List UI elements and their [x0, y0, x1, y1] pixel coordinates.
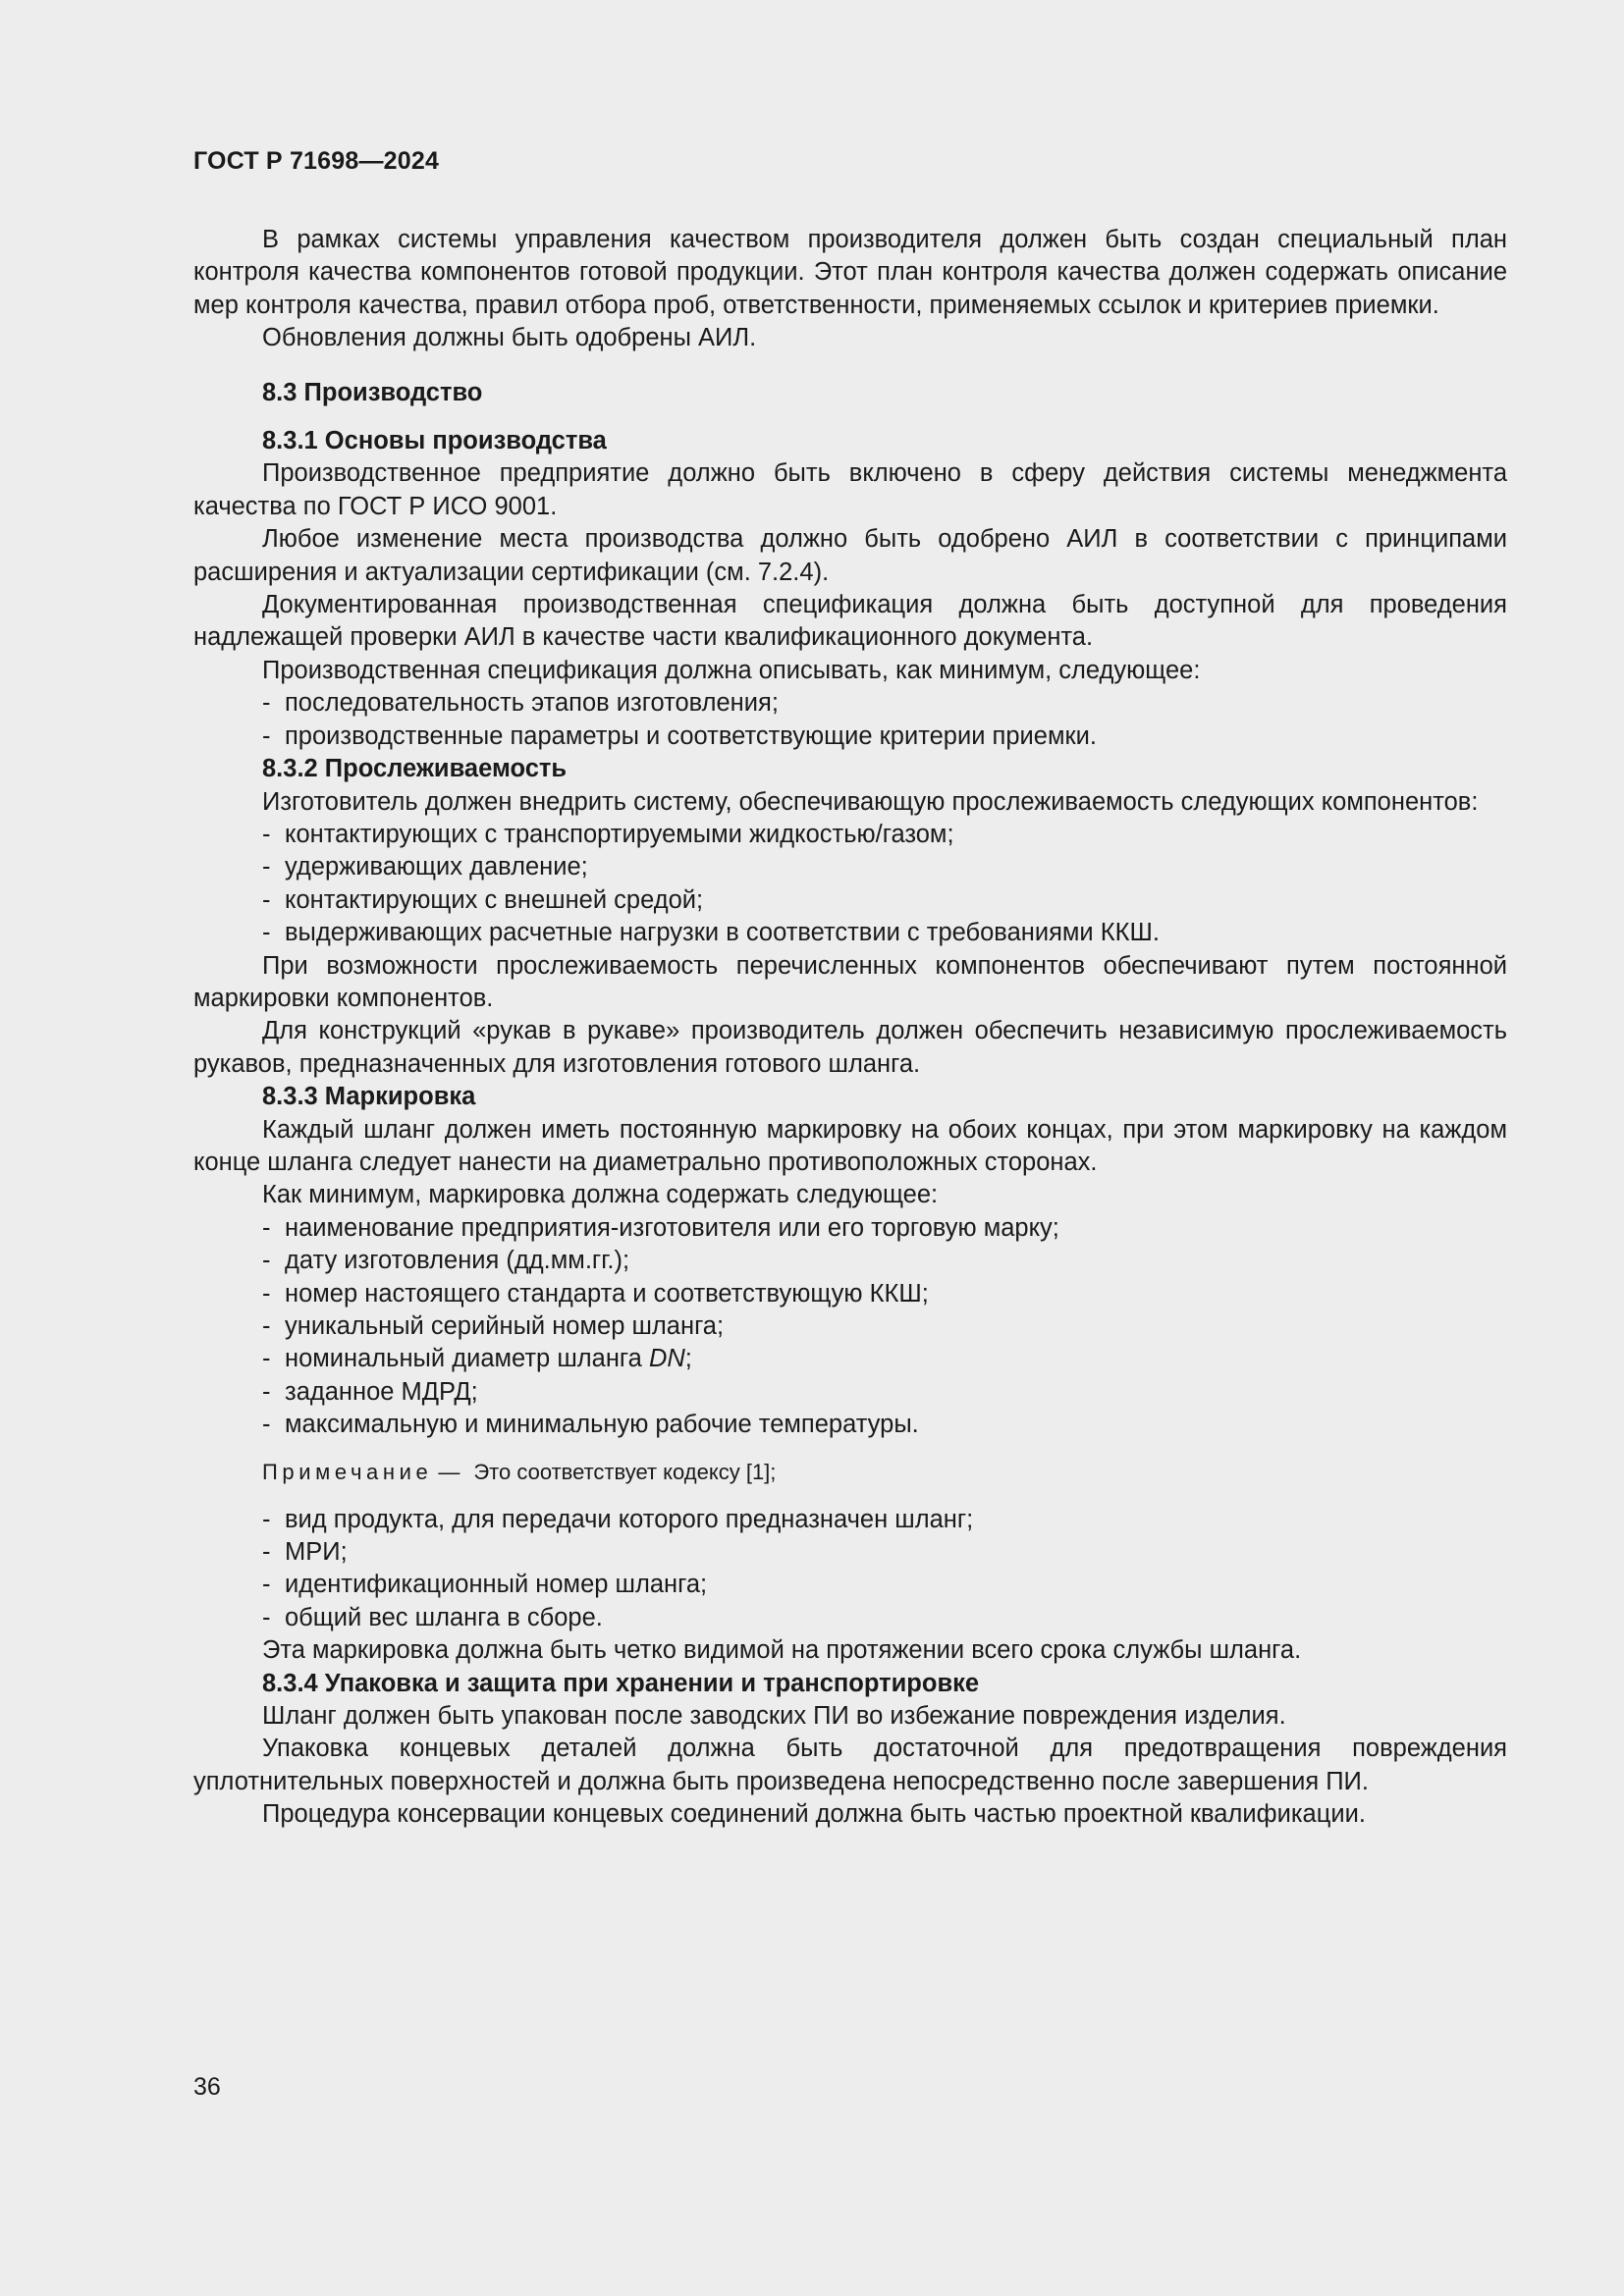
section-8-3-3-heading: 8.3.3 Маркировка	[262, 1083, 476, 1111]
list-marker: -	[262, 1247, 271, 1275]
list-marker: -	[262, 1279, 271, 1308]
section-8-3-4-paragraph-2: Упаковка концевых деталей должна быть достаточной для предотвращения повреждения уплотнительных поверхностей и должна быть произведена непосредственно после завершения ПИ.	[193, 1735, 1507, 1795]
list-item	[193, 1212, 1507, 1245]
intro-paragraph-2: Обновления должны быть одобрены АИЛ.	[262, 324, 757, 352]
list-marker: -	[262, 1505, 271, 1533]
note-block	[193, 1458, 1507, 1487]
list-item	[193, 1278, 1507, 1310]
list-marker: -	[262, 1571, 271, 1599]
section-8-3-1-paragraph-2: Любое изменение места производства должно быть одобрено АИЛ в соответствии с принципами расширения и актуализации сертификации (см. 7.2.4).	[193, 525, 1507, 586]
list-marker: -	[262, 689, 271, 718]
list-item	[193, 1602, 1507, 1634]
list-item-text-suffix: ;	[684, 1345, 692, 1373]
list-item	[193, 851, 1507, 883]
section-8-3-1-paragraph-1: Производственное предприятие должно быть включено в сферу действия системы менеджмента качества по ГОСТ Р ИСО 9001.	[193, 459, 1507, 520]
list-marker: -	[262, 721, 271, 750]
list-item-text: последовательность этапов изготовления;	[285, 689, 779, 718]
list-item	[193, 819, 1507, 851]
list-item-text: МРИ;	[285, 1538, 348, 1567]
list-item	[193, 721, 1507, 753]
note-dash: —	[438, 1459, 460, 1484]
list-item-text: уникальный серийный номер шланга;	[285, 1312, 725, 1340]
section-8-3-1-paragraph-3: Документированная производственная спецификация должна быть доступной для проведения надлежащей проверки АИЛ в качестве части квалификационного документа.	[193, 591, 1507, 652]
note-text: Это соответствует кодексу [1];	[473, 1459, 777, 1484]
list-item	[193, 1569, 1507, 1601]
list-marker: -	[262, 885, 271, 914]
list-item	[193, 1310, 1507, 1343]
section-8-3-2-paragraph-3: Для конструкций «рукав в рукаве» производитель должен обеспечить независимую прослеживаемость рукавов, предназначенных для изготовления готового шланга.	[193, 1017, 1507, 1078]
intro-paragraph-1: В рамках системы управления качеством производителя должен быть создан специальный план контроля качества компонентов готовой продукции. Этот план контроля качества должен содержать описание мер контроля качества, правил отбора проб, ответственности, применяемых ссылок и критериев приемки.	[193, 226, 1507, 319]
list-item-text: идентификационный номер шланга;	[285, 1571, 708, 1599]
list-marker: -	[262, 1312, 271, 1340]
document-code-header: ГОСТ Р 71698—2024	[193, 147, 440, 175]
list-item-text: контактирующих с транспортируемыми жидкостью/газом;	[285, 820, 954, 848]
section-8-3-3-paragraph-2: Как минимум, маркировка должна содержать следующее:	[262, 1181, 939, 1209]
section-8-3-4-heading: 8.3.4 Упаковка и защита при хранении и транспортировке	[262, 1669, 980, 1697]
section-8-3-2-heading: 8.3.2 Прослеживаемость	[262, 755, 568, 783]
section-8-3-3-paragraph-1: Каждый шланг должен иметь постоянную маркировку на обоих концах, при этом маркировку на каждом конце шланга следует нанести на диаметрально противоположных сторонах.	[193, 1115, 1507, 1176]
list-marker: -	[262, 1411, 271, 1439]
section-8-3-heading: 8.3 Производство	[262, 378, 483, 406]
section-8-3-2-paragraph-2: При возможности прослеживаемость перечисленных компонентов обеспечивают путем постоянной маркировки компонентов.	[193, 951, 1507, 1012]
list-marker: -	[262, 1603, 271, 1631]
list-item-text: удерживающих давление;	[285, 853, 588, 881]
list-item	[193, 687, 1507, 720]
list-item-text: дату изготовления (дд.мм.гг.);	[285, 1247, 630, 1275]
note-label: Примечание	[262, 1459, 433, 1484]
list-item	[193, 917, 1507, 949]
list-marker: -	[262, 1538, 271, 1567]
list-marker: -	[262, 1213, 271, 1242]
list-marker: -	[262, 1377, 271, 1406]
section-8-3-1-paragraph-4: Производственная спецификация должна описывать, как минимум, следующее:	[262, 656, 1201, 684]
dn-symbol: DN	[648, 1345, 685, 1373]
list-item-text: вид продукта, для передачи которого предназначен шланг;	[285, 1505, 974, 1533]
list-marker: -	[262, 1345, 271, 1373]
section-8-3-4-paragraph-1: Шланг должен быть упакован после заводских ПИ во избежание повреждения изделия.	[262, 1702, 1286, 1731]
list-item	[193, 1536, 1507, 1569]
list-item	[193, 1343, 1507, 1375]
list-item-text: максимальную и минимальную рабочие температуры.	[285, 1411, 919, 1439]
list-item-text: выдерживающих расчетные нагрузки в соответствии с требованиями ККШ.	[285, 919, 1160, 947]
document-body	[193, 224, 1507, 1832]
list-item	[193, 1504, 1507, 1536]
list-item-text: заданное МДРД;	[285, 1377, 478, 1406]
list-item-text-prefix: номинальный диаметр шланга	[285, 1345, 649, 1373]
list-item-text: контактирующих с внешней средой;	[285, 885, 704, 914]
list-item-text: наименование предприятия-изготовителя или его торговую марку;	[285, 1213, 1059, 1242]
list-item-text: общий вес шланга в сборе.	[285, 1603, 603, 1631]
list-marker: -	[262, 853, 271, 881]
list-item	[193, 1245, 1507, 1277]
page-number: 36	[193, 2073, 221, 2101]
list-marker: -	[262, 820, 271, 848]
list-item	[193, 1409, 1507, 1441]
list-marker: -	[262, 919, 271, 947]
list-item-text: номер настоящего стандарта и соответствующую ККШ;	[285, 1279, 929, 1308]
section-8-3-1-heading: 8.3.1 Основы производства	[262, 427, 607, 455]
list-item	[193, 1376, 1507, 1409]
list-item	[193, 884, 1507, 917]
section-8-3-2-paragraph-1: Изготовитель должен внедрить систему, обеспечивающую прослеживаемость следующих компонентов:	[262, 787, 1479, 816]
list-item-text: производственные параметры и соответствующие критерии приемки.	[285, 721, 1097, 750]
section-8-3-3-paragraph-3: Эта маркировка должна быть четко видимой на протяжении всего срока службы шланга.	[262, 1636, 1302, 1665]
list-item-text	[285, 1343, 692, 1375]
section-8-3-4-paragraph-3: Процедура консервации концевых соединений должна быть частью проектной квалификации.	[262, 1800, 1366, 1829]
